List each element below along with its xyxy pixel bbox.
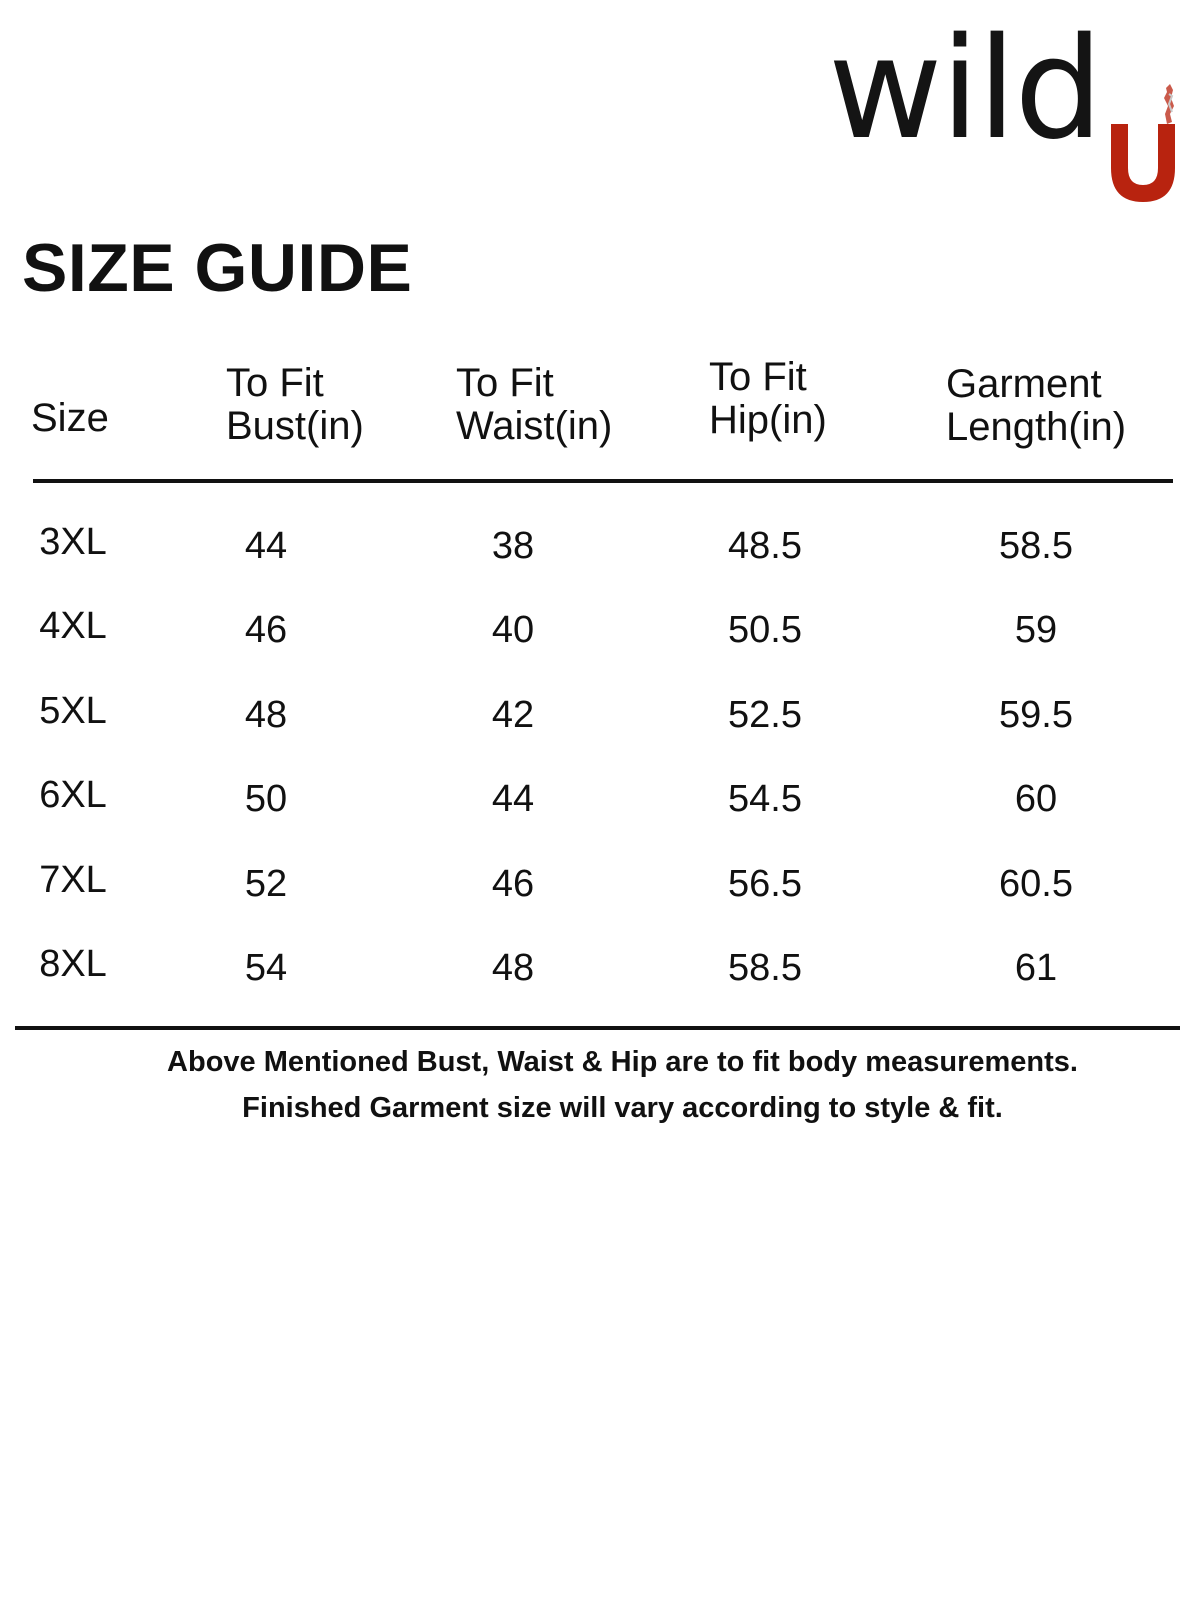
cell-bust: 52 xyxy=(244,862,288,905)
header-length xyxy=(946,363,1126,449)
table-bottom-divider xyxy=(15,1026,1180,1030)
cell-size: 7XL xyxy=(39,858,107,901)
header-length-line1: Garment xyxy=(946,362,1102,406)
cell-length: 59.5 xyxy=(999,693,1073,736)
cell-waist: 44 xyxy=(491,778,535,821)
cell-waist: 40 xyxy=(491,609,535,652)
cell-length: 61 xyxy=(1014,947,1058,989)
header-length-line2: Length(in) xyxy=(946,405,1127,449)
header-hip-line2: Hip(in) xyxy=(709,398,827,442)
cell-length: 58.5 xyxy=(999,525,1073,567)
header-bust xyxy=(226,362,364,448)
cell-hip: 54.5 xyxy=(728,778,802,821)
header-divider xyxy=(33,479,1173,483)
cell-waist: 48 xyxy=(491,947,535,989)
page-title: SIZE GUIDE xyxy=(22,230,413,306)
cell-waist: 46 xyxy=(491,862,535,905)
cell-bust: 50 xyxy=(244,778,288,821)
cell-size: 8XL xyxy=(39,943,107,985)
cell-bust: 54 xyxy=(244,947,288,989)
header-bust-line1: To Fit xyxy=(226,361,324,405)
cell-size: 5XL xyxy=(39,689,107,732)
cell-size: 4XL xyxy=(39,605,107,648)
brand-logo xyxy=(828,8,1190,175)
header-size-label: Size xyxy=(31,396,109,440)
cell-length: 59 xyxy=(1014,609,1058,652)
cell-bust: 46 xyxy=(244,609,288,652)
cell-hip: 52.5 xyxy=(728,693,802,736)
cell-hip: 58.5 xyxy=(728,947,802,989)
cell-waist: 38 xyxy=(491,525,535,567)
brand-wordmark: wild xyxy=(828,8,1102,171)
cell-hip: 56.5 xyxy=(728,862,802,905)
cell-bust: 44 xyxy=(244,525,288,567)
header-waist-line1: To Fit xyxy=(456,361,554,405)
fit-note: Finished Garment size will vary according to style & fit. xyxy=(242,1092,1003,1124)
cell-length: 60.5 xyxy=(999,862,1073,905)
header-size xyxy=(31,397,109,440)
cell-length: 60 xyxy=(1014,778,1058,821)
header-bust-line2: Bust(in) xyxy=(226,404,364,448)
header-waist-line2: Waist(in) xyxy=(456,404,613,448)
cell-hip: 48.5 xyxy=(728,525,802,567)
brand-u-mark xyxy=(1106,84,1180,210)
header-hip xyxy=(709,356,827,442)
header-hip-line1: To Fit xyxy=(709,355,807,399)
cell-size: 6XL xyxy=(39,774,107,817)
cell-hip: 50.5 xyxy=(728,609,802,652)
cell-size: 3XL xyxy=(39,521,107,563)
cell-waist: 42 xyxy=(491,693,535,736)
measurement-note: Above Mentioned Bust, Waist & Hip are to fit body measurements. xyxy=(167,1046,1078,1078)
header-waist xyxy=(456,362,612,448)
cell-bust: 48 xyxy=(244,693,288,736)
